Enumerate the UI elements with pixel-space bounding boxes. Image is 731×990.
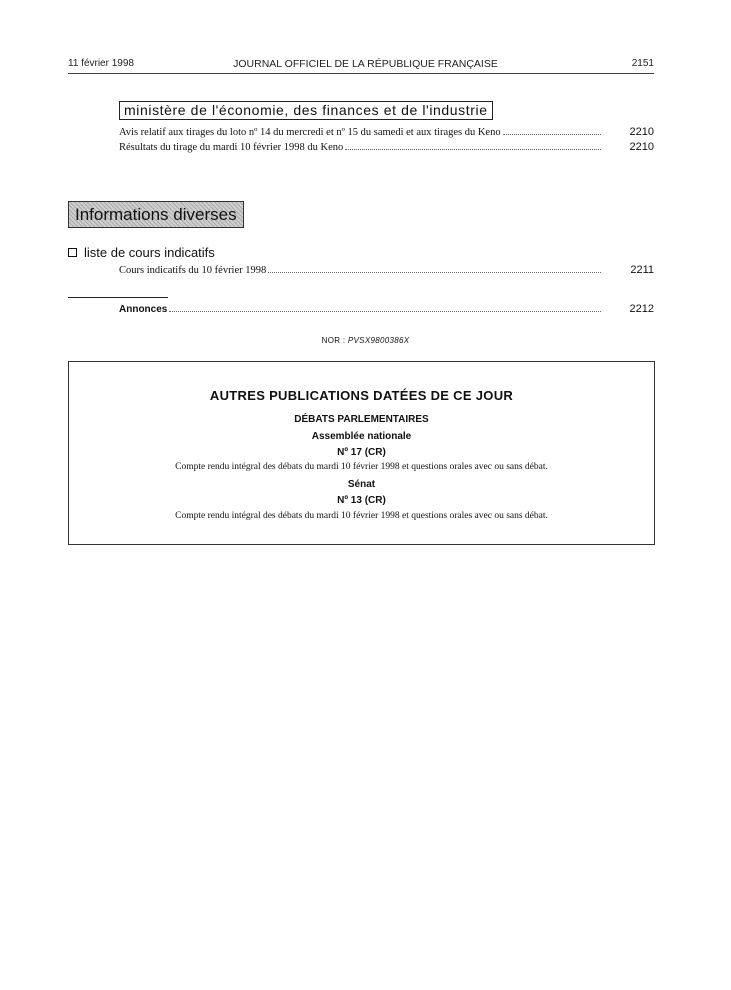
toc-entry-page: 2210: [629, 126, 654, 138]
leader-dots: [268, 271, 601, 273]
toc-entry-page: 2211: [630, 264, 654, 276]
publications-subtitle: DÉBATS PARLEMENTAIRES: [294, 414, 429, 425]
toc-entry-annonces[interactable]: [119, 303, 654, 316]
toc-entry-page: 2212: [629, 303, 654, 315]
toc-entry-text: Avis relatif aux tirages du loto nº 14 du mercredi et nº 15 du samedi et aux tirages du Keno: [119, 127, 501, 138]
separator-rule: [68, 297, 168, 298]
publications-title: AUTRES PUBLICATIONS DATÉES DE CE JOUR: [209, 388, 514, 403]
nor-code: PVSX9800386X: [347, 336, 410, 345]
subsection-title: liste de cours indicatifs: [84, 245, 215, 260]
issue-description: Compte rendu intégral des débats du mardi 10 février 1998 et questions orales avec ou sans débat.: [175, 462, 548, 472]
checkbox-icon: [68, 248, 77, 257]
subsection-heading: [68, 245, 215, 260]
toc-entry-page: 2210: [629, 141, 654, 153]
issue-number: Nº 17 (CR): [337, 447, 386, 458]
page-number: 2151: [631, 58, 654, 69]
chamber-name: Assemblée nationale: [311, 431, 412, 442]
issue-number: Nº 13 (CR): [337, 495, 386, 506]
header-rule: [68, 73, 654, 74]
leader-dots: [503, 133, 601, 135]
leader-dots: [345, 148, 601, 150]
toc-entry-text: Annonces: [119, 304, 168, 315]
toc-entry-text: Cours indicatifs du 10 février 1998: [119, 265, 267, 276]
toc-entry[interactable]: [119, 126, 654, 139]
section-banner: Informations diverses: [68, 201, 244, 228]
leader-dots: [169, 310, 601, 312]
nor-reference: [0, 336, 731, 345]
toc-entry[interactable]: [119, 264, 654, 277]
header-date: 11 février 1998: [68, 58, 134, 69]
issue-description: Compte rendu intégral des débats du mardi 10 février 1998 et questions orales avec ou sans débat.: [175, 511, 548, 521]
ministry-entry-list: [119, 126, 654, 154]
toc-entry[interactable]: [119, 141, 654, 154]
toc-entry-text: Résultats du tirage du mardi 10 février 1998 du Keno: [119, 142, 344, 153]
other-publications-box: [68, 361, 655, 545]
chamber-name: Sénat: [347, 479, 376, 490]
journal-title: JOURNAL OFFICIEL DE LA RÉPUBLIQUE FRANÇAISE: [233, 58, 498, 70]
ministry-title: ministère de l'économie, des finances et de l'industrie: [119, 101, 493, 120]
nor-label: NOR :: [321, 336, 346, 345]
